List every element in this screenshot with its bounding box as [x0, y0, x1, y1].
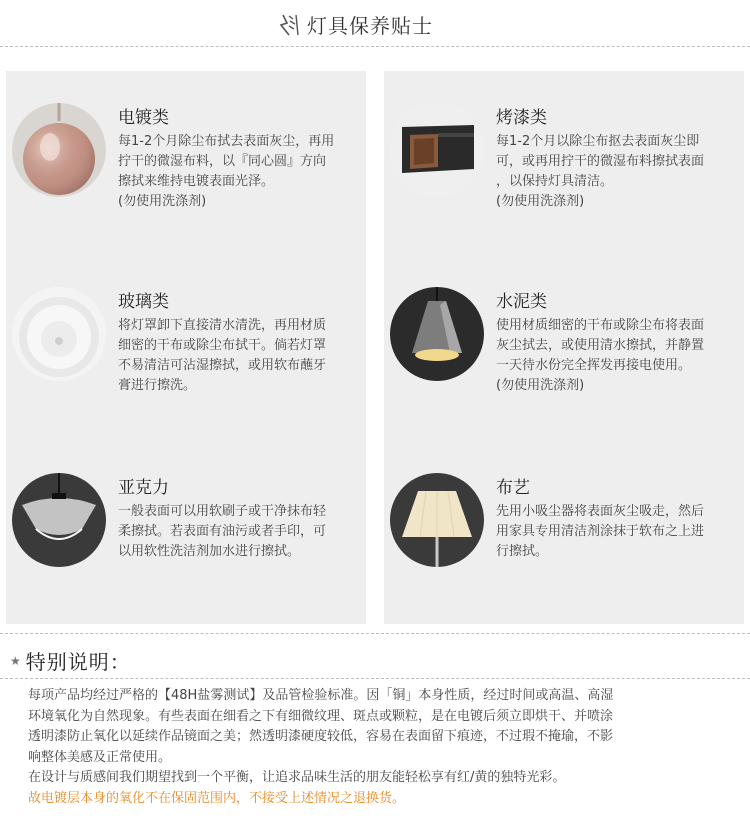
description-line: 使用材质细密的干布或除尘布将表面 — [496, 318, 705, 333]
care-item-title: 亚克力 — [118, 478, 169, 498]
description-line: ，以保持灯具清洁。 — [496, 174, 614, 189]
special-note-line: 透明漆防止氧化以延续作品镜面之美；然透明漆硬度较低，容易在表面留下痕迹，不过瑕不掩瑜，不影 — [28, 729, 614, 744]
special-note-line: 环境氧化为自然现象。有些表面在细看之下有细微纹理、斑点或颗粒，是在电镀后须立即烘干、并喷涂 — [28, 708, 614, 724]
description-line: 灰尘拭去，或使用清水擦拭，并静置 — [496, 338, 705, 353]
special-notes-body — [28, 686, 728, 809]
special-note-line: 在设计与质感间我们期望找到一个平衡，让追求品味生活的朋友能轻松享有红/黄的独特光彩。 — [28, 770, 566, 785]
care-panel-left — [6, 71, 366, 624]
care-item-title: 布艺 — [496, 478, 530, 498]
description-line: (勿使用洗涤剂) — [496, 194, 585, 209]
brand-logo-icon — [277, 13, 301, 37]
description-line: 拧干的微湿布料，以『同心圆』方向 — [118, 154, 327, 169]
care-item-description — [118, 502, 363, 562]
care-item-description — [496, 132, 741, 212]
special-note-line: 每项产品均经过严格的【48H盐雾测试】及品管检验标准。因「铜」本身性质，经过时间或高温、高湿 — [28, 688, 614, 703]
care-item-description — [118, 132, 363, 212]
description-line: 以用软性洗洁剂加水进行擦拭。 — [118, 544, 301, 559]
glass-lampshade-icon — [12, 287, 106, 381]
header-divider — [0, 46, 750, 47]
care-item-title: 烤漆类 — [496, 108, 547, 128]
care-item-fabric — [384, 473, 744, 593]
description-line: 一般表面可以用软刷子或干净抹布轻 — [118, 504, 327, 519]
care-item-title: 玻璃类 — [118, 292, 169, 312]
description-line: 每1-2个月除尘布拭去表面灰尘，再用 — [118, 134, 335, 149]
description-line: 行擦拭。 — [496, 544, 549, 559]
description-line: 可，或再用拧干的微湿布料擦拭表面 — [496, 154, 705, 169]
description-line: 不易清洁可沾湿擦拭，或用软布蘸牙 — [118, 358, 327, 373]
page-header — [0, 0, 750, 46]
page-title: 灯具保养贴士 — [307, 14, 433, 38]
care-panel-right — [384, 71, 744, 624]
warranty-warning: 故电镀层本身的氧化不在保固范围内，不接受上述情况之退换货。 — [28, 790, 406, 806]
painted-lamp-icon — [390, 103, 484, 197]
description-line: 每1-2个月以除尘布抠去表面灰尘即 — [496, 134, 700, 149]
care-item-description — [496, 502, 741, 562]
care-item-description — [118, 316, 363, 396]
care-item-cement — [384, 287, 744, 407]
care-item-description — [496, 316, 741, 396]
description-line: 一天待水份完全挥发再接电使用。 — [496, 358, 692, 373]
header-title-group — [277, 10, 433, 39]
care-item-title: 电镀类 — [118, 108, 169, 128]
description-line: 用家具专用清洁剂涂抹于软布之上进 — [496, 524, 705, 539]
care-item-paint — [384, 103, 744, 223]
description-line: (勿使用洗涤剂) — [496, 378, 585, 393]
description-line: (勿使用洗涤剂) — [118, 194, 207, 209]
cement-pendant-lamp-icon — [390, 287, 484, 381]
special-notes-heading — [10, 646, 131, 675]
care-item-title: 水泥类 — [496, 292, 547, 312]
care-item-plating — [6, 103, 366, 223]
section-divider — [0, 633, 750, 634]
description-line: 先用小吸尘器将表面灰尘吸走，然后 — [496, 504, 705, 519]
description-line: 擦拭来维持电镀表面光泽。 — [118, 174, 275, 189]
fabric-lampshade-icon — [390, 473, 484, 567]
special-notes-title: 特别说明： — [25, 650, 131, 674]
special-note-line: 响整体美感及正常使用。 — [28, 749, 172, 765]
chrome-pendant-lamp-icon — [12, 103, 106, 197]
description-line: 膏进行擦洗。 — [118, 378, 197, 393]
description-line: 细密的干布或除尘布拭干。倘若灯罩 — [118, 338, 327, 353]
care-item-glass — [6, 287, 366, 407]
description-line: 柔擦拭。若表面有油污或者手印，可 — [118, 524, 327, 539]
star-icon: ★ — [10, 653, 21, 668]
acrylic-pendant-lamp-icon — [12, 473, 106, 567]
care-item-acrylic — [6, 473, 366, 593]
description-line: 将灯罩卸下直接清水清洗，再用材质 — [118, 318, 327, 333]
special-divider — [0, 678, 750, 679]
